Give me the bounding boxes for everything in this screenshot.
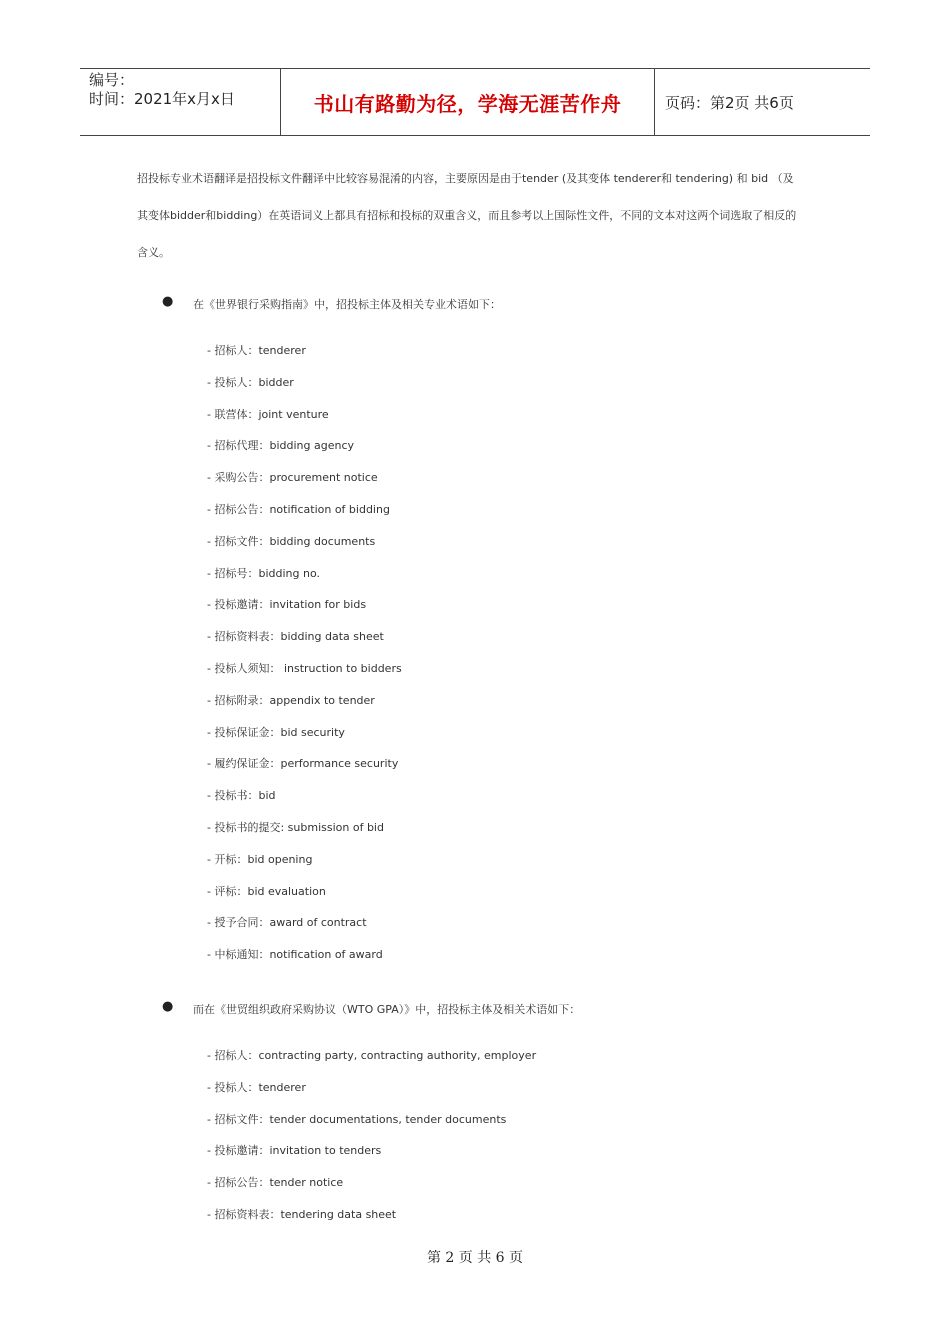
header-motto-cell	[281, 69, 655, 135]
term-list-item: - 招标资料表：bidding data sheet	[207, 630, 384, 644]
intro-line: 含义。	[137, 246, 170, 259]
term-list-item: - 招标代理：bidding agency	[207, 439, 354, 453]
doc-code-label: 编号：	[89, 71, 135, 89]
intro-line: 其变体bidder和bidding）在英语词义上都具有招标和投标的双重含义，而且参考以上国际性文件，不同的文本对这两个词选取了相反的	[137, 209, 797, 222]
term-list-item: - 投标邀请：invitation to tenders	[207, 1144, 382, 1158]
term-list-item: - 招标公告：notification of bidding	[207, 502, 390, 516]
term-list-item: - 投标人须知： instruction to bidders	[207, 661, 402, 675]
term-list-item: - 招标资料表：tendering data sheet	[207, 1207, 397, 1221]
term-list-item: - 投标保证金：bid security	[207, 725, 345, 739]
term-list-item: - 中标通知：notification of award	[207, 948, 383, 962]
term-list-item: - 招标公告：tender notice	[207, 1176, 344, 1190]
header-motto: 书山有路勤为径，学海无涯苦作舟	[313, 91, 622, 116]
term-list-item: - 招标人：contracting party, contracting authority, employer	[207, 1049, 537, 1062]
term-list-item: - 投标邀请：invitation for bids	[207, 598, 367, 612]
page-footer: 第 2 页 共 6 页	[426, 1250, 524, 1266]
term-list-item: - 招标附录：appendix to tender	[207, 693, 375, 707]
term-list-item: - 投标书的提交: submission of bid	[207, 820, 384, 834]
term-list-item: - 评标：bid evaluation	[207, 884, 326, 898]
term-list-item: - 招标文件：bidding documents	[207, 534, 376, 548]
term-list-wto-gpa	[207, 1047, 536, 1238]
intro-line: 招投标专业术语翻译是招投标文件翻译中比较容易混淆的内容，主要原因是由于tender (及其变体 tenderer和 tendering) 和 bid （及	[137, 172, 794, 185]
intro-paragraph	[137, 160, 815, 271]
section-heading-wto-gpa: ● 而在《世贸组织政府采购协议（WTO GPA）》中，招投标主体及相关术语如下：	[162, 999, 581, 1016]
term-list-item: - 投标书：bid	[207, 789, 276, 803]
term-list-item: - 开标：bid opening	[207, 852, 313, 866]
bullet-icon: ●	[162, 999, 174, 1014]
term-list-item: - 招标文件：tender documentations, tender documents	[207, 1112, 507, 1126]
term-list-item: - 招标号：bidding no.	[207, 566, 320, 580]
bullet-icon: ●	[162, 294, 174, 309]
section-heading-world-bank: ● 在《世界银行采购指南》中，招投标主体及相关专业术语如下：	[162, 294, 501, 311]
header-page-number: 页码：第2页 共6页	[665, 93, 794, 112]
term-list-item: - 招标人：tenderer	[207, 344, 306, 357]
term-list-item: - 投标人：tenderer	[207, 1080, 306, 1094]
term-list-item: - 投标人：bidder	[207, 375, 294, 389]
term-list-world-bank	[207, 342, 402, 978]
term-list-item: - 履约保证金：performance security	[207, 757, 399, 771]
doc-time-label: 时间：2021年x月x日	[89, 90, 235, 108]
header-meta	[80, 69, 281, 135]
term-list-item: - 采购公告：procurement notice	[207, 471, 378, 485]
term-list-item: - 授予合同：award of contract	[207, 916, 367, 930]
term-list-item: - 联营体：joint venture	[207, 407, 329, 421]
page-header	[80, 68, 870, 136]
